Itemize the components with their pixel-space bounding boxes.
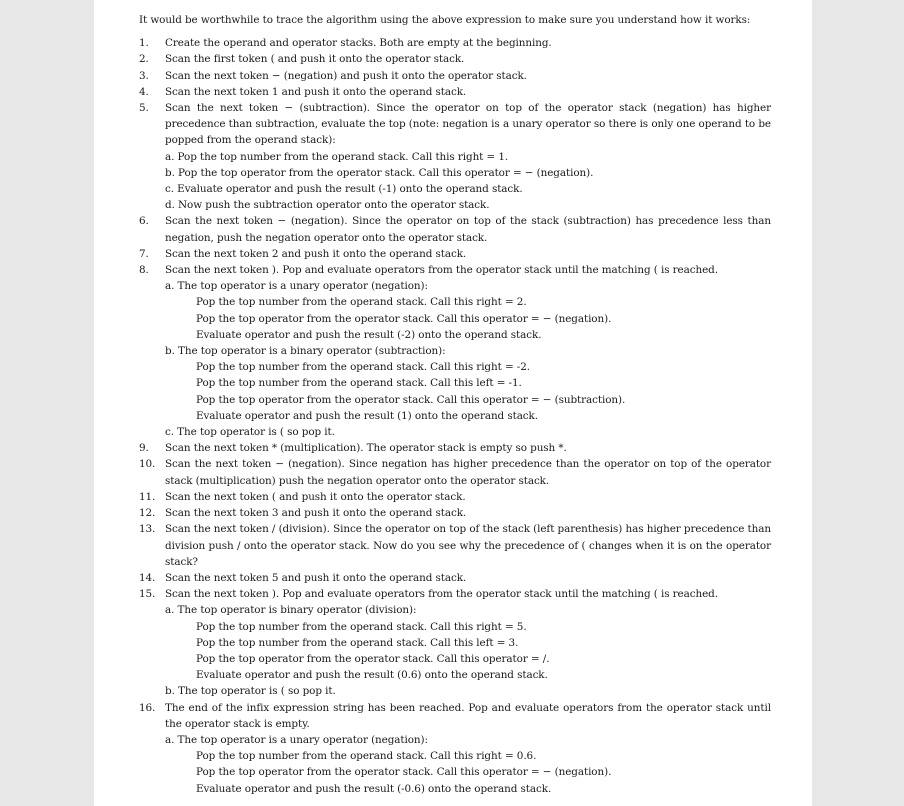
step-number: 1. — [139, 37, 149, 50]
step-number: 4. — [139, 85, 149, 98]
step-text: Scan the next token ). Pop and evaluate operators from the operator stack until the matching ( is reached. — [165, 588, 718, 601]
step-text: Scan the next token 5 and push it onto the operand stack. — [165, 571, 467, 584]
step-item — [139, 246, 771, 262]
nested-substep-item: Pop the top number from the operand stack. Call this right = 5. — [196, 620, 527, 633]
substep-item: c. The top operator is ( so pop it. — [165, 426, 335, 439]
step-item — [139, 100, 771, 149]
step-text: Scan the next token − (negation). Since the operator on top of the stack (subtraction) has precedence less than negation, push the negation operator onto the operator stack. — [165, 215, 771, 244]
intro-paragraph: It would be worthwhile to trace the algorithm using the above expression to make sure you understand how it works: — [139, 14, 751, 26]
step-item — [139, 84, 771, 100]
step-item — [139, 440, 771, 456]
step-text: Scan the next token * (multiplication). The operator stack is empty so push *. — [165, 442, 567, 455]
nested-substep-item: Evaluate operator and push the result (-0.6) onto the operand stack. — [196, 782, 552, 795]
nested-substep-item: Evaluate operator and push the result (1) onto the operand stack. — [196, 409, 538, 422]
step-text: Scan the next token ). Pop and evaluate operators from the operator stack until the matching ( is reached. — [165, 264, 718, 277]
step-item — [139, 51, 771, 67]
step-item — [139, 213, 771, 245]
step-number: 10. — [139, 458, 156, 471]
step-text: Scan the next token − (subtraction). Since the operator on top of the operator stack (negation) has higher precedence than subtraction, evaluate the top (note: negation is a unary operator so there is only one operand to be popped from the operand stack): — [165, 102, 771, 147]
substep-item: a. The top operator is binary operator (division): — [165, 604, 417, 617]
step-number: 2. — [139, 53, 149, 66]
step-item — [139, 570, 771, 586]
substep-item: c. Evaluate operator and push the result (-1) onto the operand stack. — [165, 183, 523, 196]
step-number: 16. — [139, 701, 156, 714]
document-page — [94, 0, 812, 806]
substep-item: b. The top operator is a binary operator (subtraction): — [165, 345, 446, 358]
nested-substep-item: Pop the top operator from the operator stack. Call this operator = − (negation). — [196, 766, 612, 779]
substep-item: b. The top operator is ( so pop it. — [165, 685, 336, 698]
step-text: Create the operand and operator stacks. Both are empty at the beginning. — [165, 37, 552, 50]
algorithm-steps-list — [139, 35, 771, 797]
document-content — [139, 12, 771, 797]
nested-substep-item: Evaluate operator and push the result (0.6) onto the operand stack. — [196, 669, 548, 682]
nested-substep-item: Pop the top number from the operand stack. Call this right = 0.6. — [196, 750, 537, 763]
nested-substep-item: Pop the top operator from the operator stack. Call this operator = /. — [196, 652, 550, 665]
step-text: Scan the first token ( and push it onto the operator stack. — [165, 53, 465, 66]
step-item — [139, 700, 771, 732]
substep-item: a. Pop the top number from the operand stack. Call this right = 1. — [165, 150, 509, 163]
nested-substep-item: Pop the top number from the operand stack. Call this left = 3. — [196, 636, 519, 649]
nested-substep-item: Pop the top number from the operand stack. Call this right = -2. — [196, 361, 530, 374]
step-number: 7. — [139, 247, 149, 260]
substep-item: a. The top operator is a unary operator (negation): — [165, 280, 428, 293]
substep-item: a. The top operator is a unary operator (negation): — [165, 733, 428, 746]
step-number: 13. — [139, 523, 156, 536]
step-item — [139, 489, 771, 505]
step-item — [139, 262, 771, 278]
step-text: Scan the next token / (division). Since the operator on top of the stack (left parenthesis) has higher precedence than division push / onto the operator stack. Now do you see why the precedence of ( changes when it is on the operator stack? — [165, 523, 771, 568]
step-text: Scan the next token − (negation). Since negation has higher precedence than the operator on top of the operator stack (multiplication) push the negation operator onto the operator stack. — [165, 458, 771, 487]
step-text: Scan the next token 2 and push it onto the operand stack. — [165, 247, 467, 260]
step-text: Scan the next token 1 and push it onto the operand stack. — [165, 85, 467, 98]
substep-item: d. Now push the subtraction operator onto the operator stack. — [165, 199, 490, 212]
nested-substep-item: Pop the top operator from the operator stack. Call this operator = − (negation). — [196, 312, 612, 325]
step-item — [139, 68, 771, 84]
nested-substep-item: Pop the top operator from the operator stack. Call this operator = − (subtraction). — [196, 393, 626, 406]
step-number: 6. — [139, 215, 149, 228]
step-number: 5. — [139, 102, 149, 115]
step-item — [139, 586, 771, 602]
step-number: 11. — [139, 490, 156, 503]
step-item — [139, 35, 771, 51]
step-number: 12. — [139, 507, 156, 520]
step-number: 8. — [139, 264, 149, 277]
step-number: 3. — [139, 69, 149, 82]
step-number: 9. — [139, 442, 149, 455]
nested-substep-item: Pop the top number from the operand stack. Call this left = -1. — [196, 377, 522, 390]
step-text: Scan the next token − (negation) and push it onto the operator stack. — [165, 69, 527, 82]
step-text: Scan the next token ( and push it onto the operator stack. — [165, 490, 466, 503]
step-text: The end of the infix expression string has been reached. Pop and evaluate operators from the operator stack until the operator stack is empty. — [165, 701, 771, 730]
step-item — [139, 505, 771, 521]
step-number: 15. — [139, 588, 156, 601]
substep-item: b. Pop the top operator from the operator stack. Call this operator = − (negation). — [165, 166, 594, 179]
nested-substep-item: Evaluate operator and push the result (-2) onto the operand stack. — [196, 328, 542, 341]
step-number: 14. — [139, 571, 156, 584]
step-item — [139, 456, 771, 488]
step-text: Scan the next token 3 and push it onto the operand stack. — [165, 507, 467, 520]
step-item — [139, 521, 771, 570]
nested-substep-item: Pop the top number from the operand stack. Call this right = 2. — [196, 296, 527, 309]
